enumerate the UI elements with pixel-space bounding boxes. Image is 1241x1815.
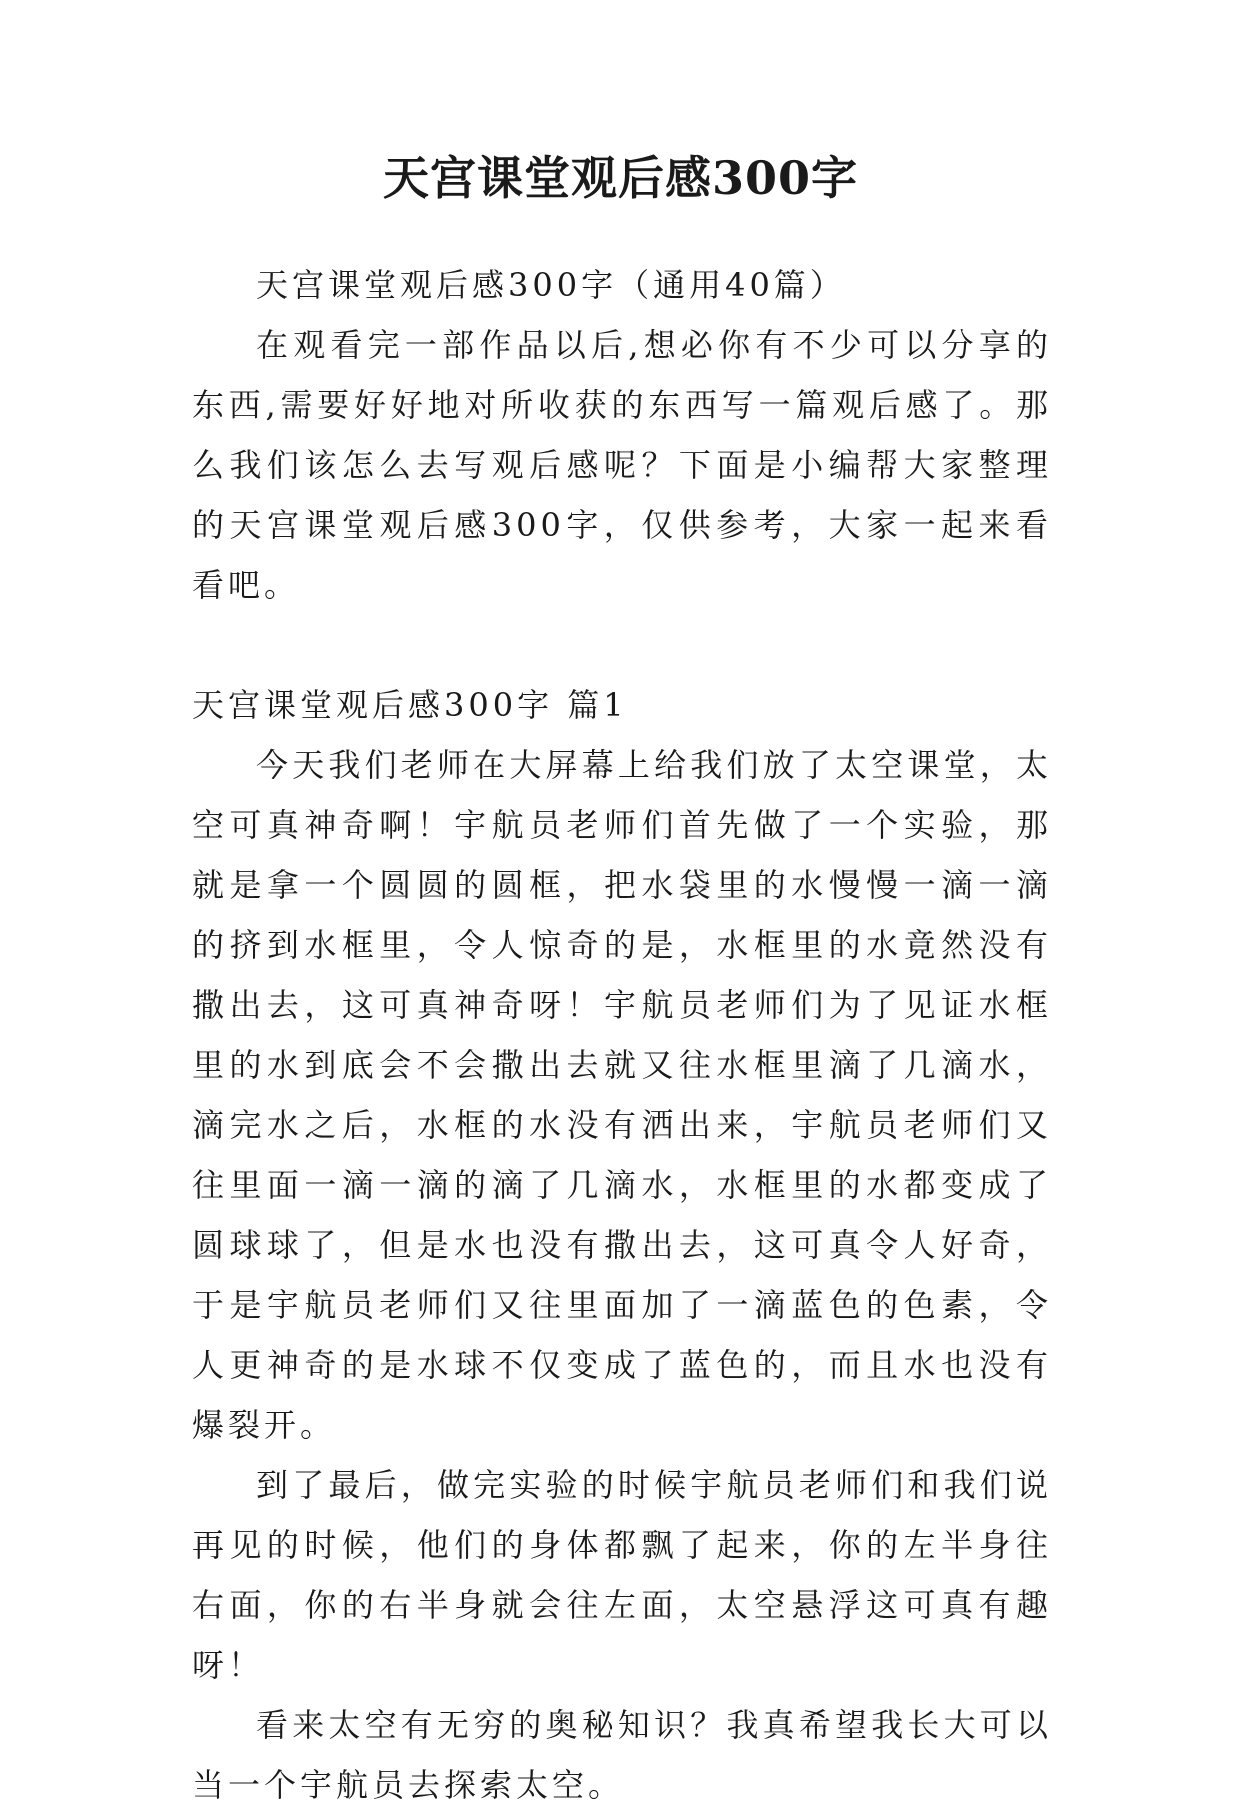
document-title: 天宫课堂观后感300字 [382,151,859,205]
section-spacer [192,615,1052,675]
body-paragraph-3: 看来太空有无穷的奥秘知识？我真希望我长大可以当一个宇航员去探索太空。 [192,1706,1052,1804]
section-heading: 天宫课堂观后感300字 篇1 [192,686,628,724]
intro-paragraph: 在观看完一部作品以后,想必你有不少可以分享的东西,需要好好地对所收获的东西写一篇观后感了。那么我们该怎么去写观后感呢？下面是小编帮大家整理的天宫课堂观后感300字，仅供参考，大家一起来看看吧。 [192,326,1052,604]
body-paragraph-2: 到了最后，做完实验的时候宇航员老师们和我们说再见的时候，他们的身体都飘了起来，你的左半身往右面，你的右半身就会往左面，太空悬浮这可真有趣呀！ [192,1466,1052,1684]
document-subtitle: 天宫课堂观后感300字（通用40篇） [256,266,846,304]
document-body [192,255,1052,1815]
body-paragraph-1: 今天我们老师在大屏幕上给我们放了太空课堂，太空可真神奇啊！宇航员老师们首先做了一个实验，那就是拿一个圆圆的圆框，把水袋里的水慢慢一滴一滴的挤到水框里，令人惊奇的是，水框里的水竟然没有撒出去，这可真神奇呀！宇航员老师们为了见证水框里的水到底会不会撒出去就又往水框里滴了几滴水，滴完水之后，水框的水没有洒出来，宇航员老师们又往里面一滴一滴的滴了几滴水，水框里的水都变成了圆球球了，但是水也没有撒出去，这可真令人好奇，于是宇航员老师们又往里面加了一滴蓝色的色素，令人更神奇的是水球不仅变成了蓝色的，而且水也没有爆裂开。 [192,746,1052,1444]
